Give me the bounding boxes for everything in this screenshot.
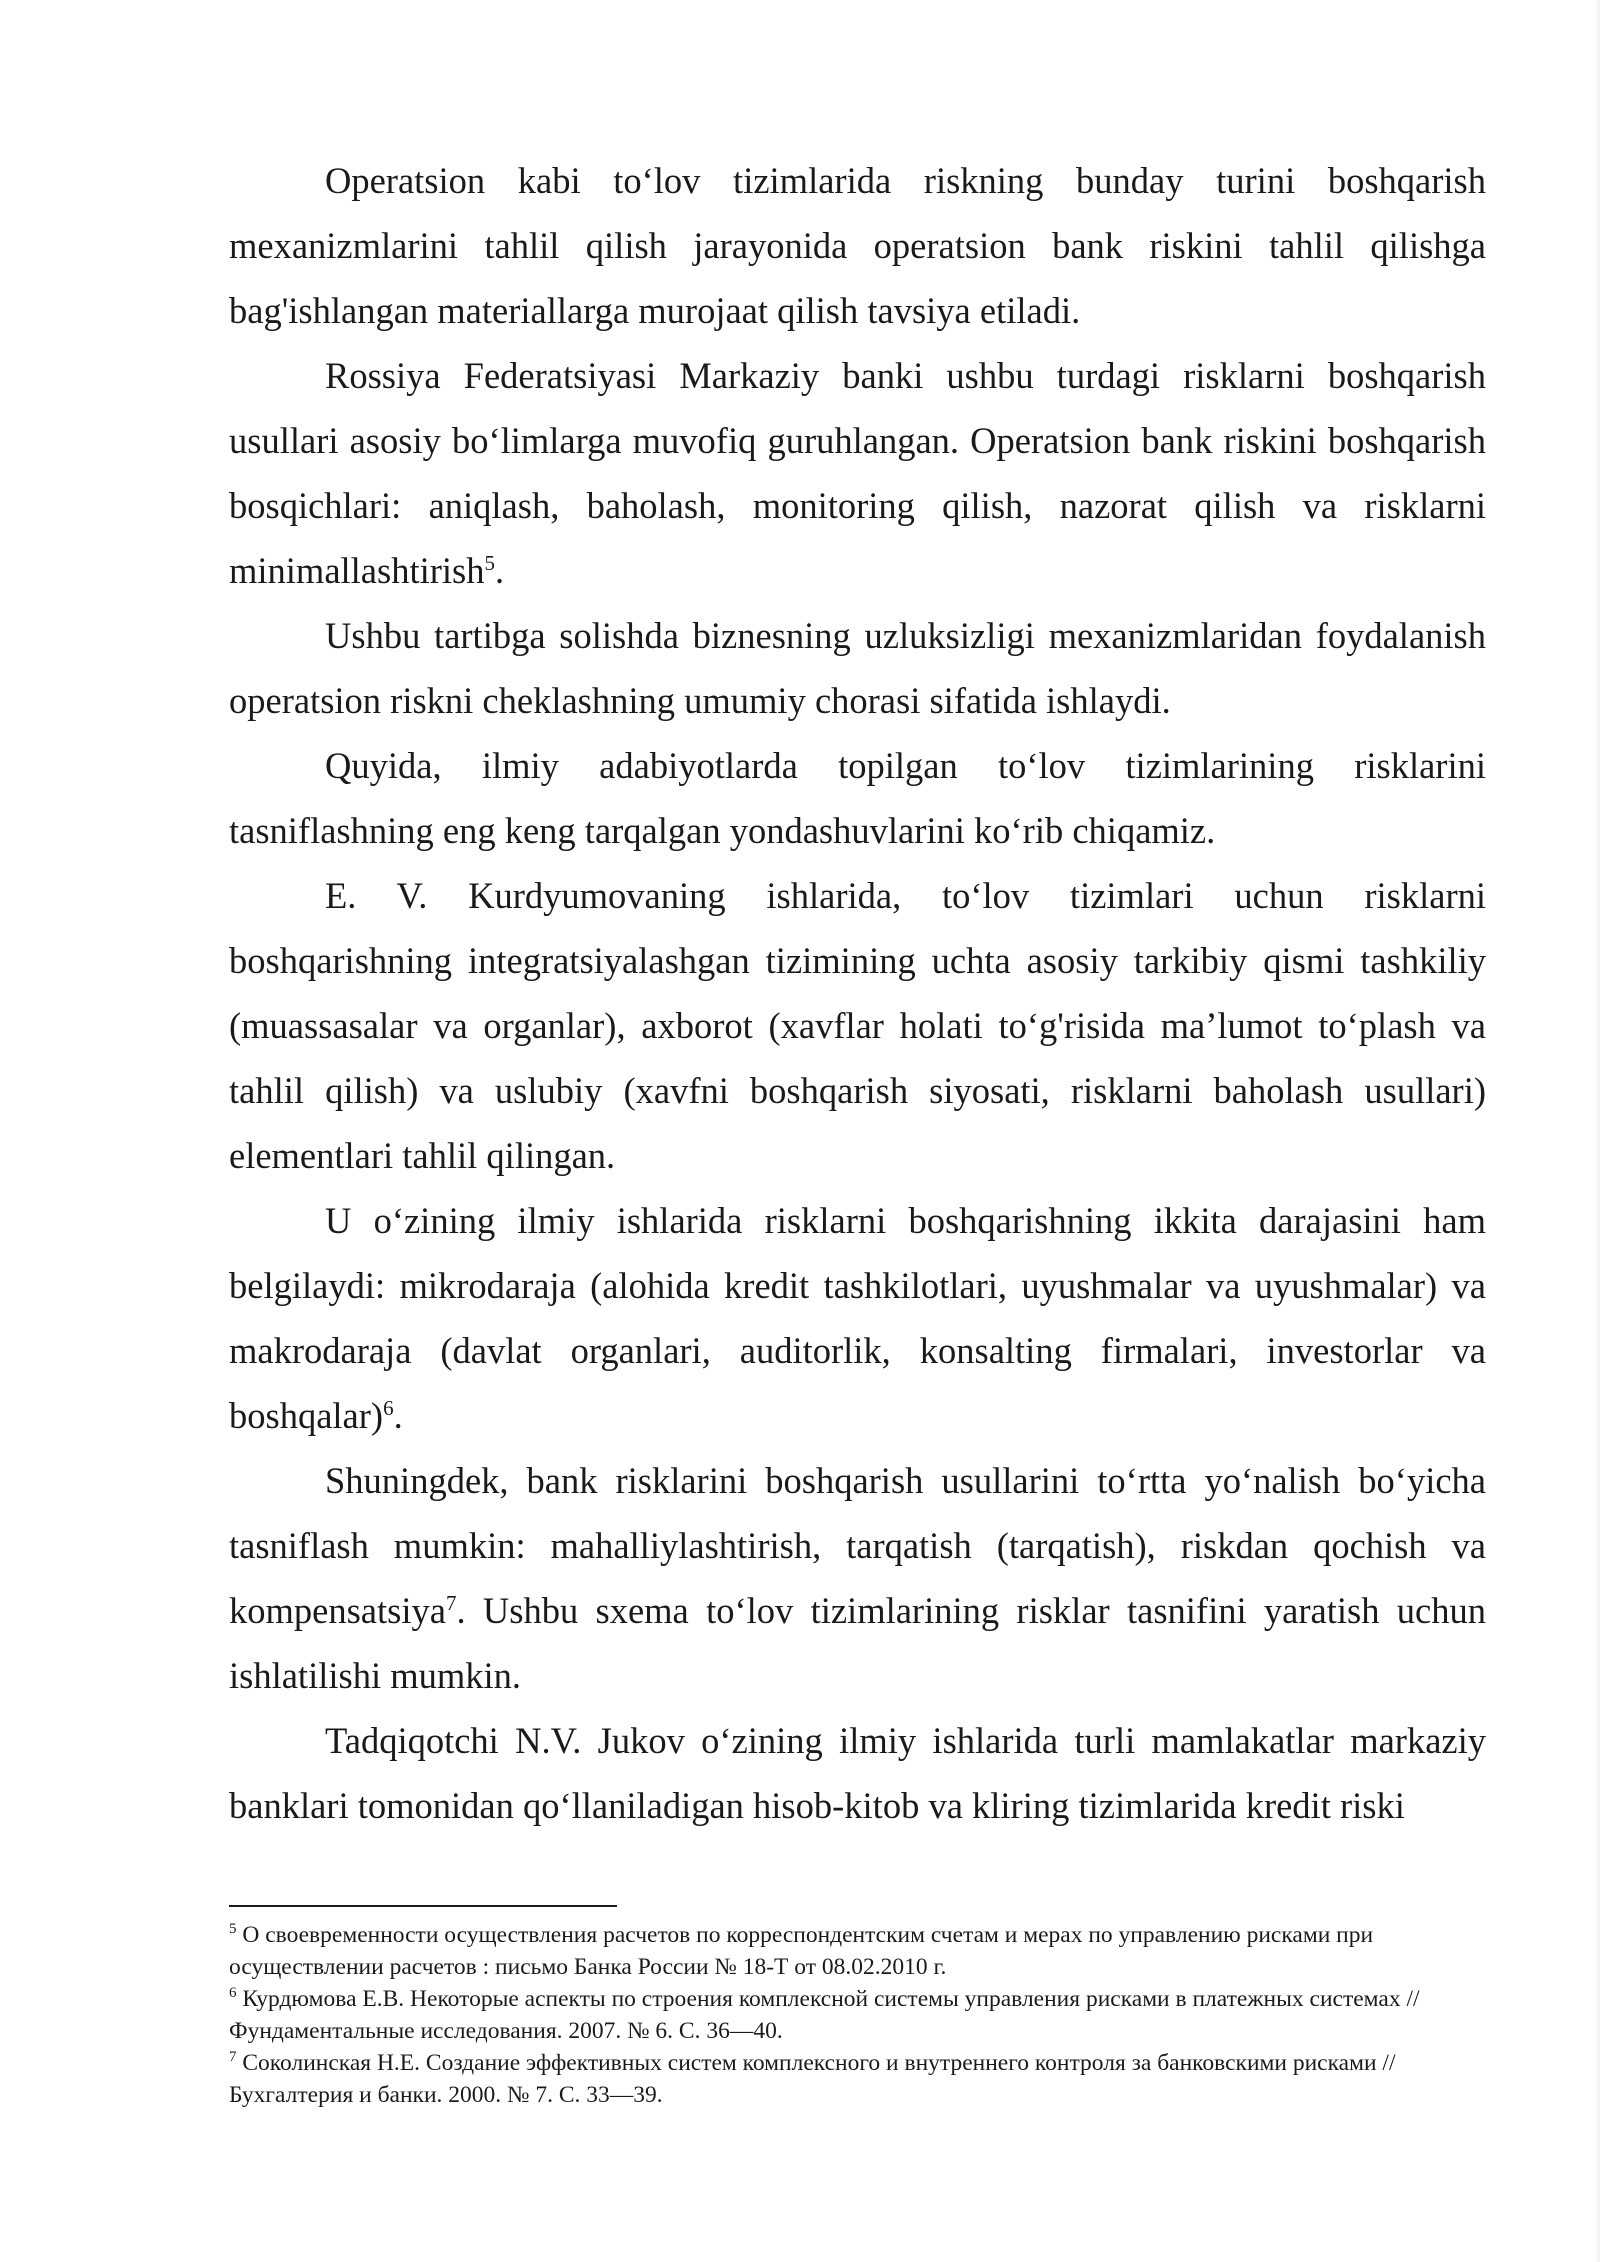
paragraph-3 xyxy=(229,603,1486,733)
footnote-text: Соколинская Н.Е. Создание эффективных систем комплексного и внутреннего контроля за банковскими рисками // Бухгалтерия и банки. 2000. № 7. С. 33—39. xyxy=(229,2050,1396,2108)
paragraph-text: Shuningdek, bank risklarini boshqarish usullarini to‘rtta yo‘nalish bo‘yicha tasniflash mumkin: mahalliylashtirish, tarqatish (tarqatish), riskdan qochish va kompensatsiya xyxy=(229,1460,1486,1631)
paragraph-2 xyxy=(229,343,1486,603)
paragraph-text-tail: . xyxy=(494,550,505,591)
footnote-ref-5[interactable]: 5 xyxy=(484,550,495,575)
footnote-number: 5 xyxy=(229,1921,237,1938)
paragraph-text-tail: . Ushbu sxema to‘lov tizimlarining risklar tasnifini yaratish uchun ishlatilishi mumkin. xyxy=(229,1590,1486,1696)
footnote-text: Курдюмова Е.В. Некоторые аспекты по строения комплексной системы управления рисками в платежных системах // Фундаментальные исследования. 2007. № 6. С. 36—40. xyxy=(229,1986,1420,2044)
footnotes xyxy=(229,1919,1486,2111)
paragraph-6 xyxy=(229,1188,1486,1448)
footnote-separator xyxy=(229,1905,617,1907)
paragraph-5 xyxy=(229,863,1486,1188)
document-body xyxy=(229,148,1486,1838)
footnote-number: 7 xyxy=(229,2049,237,2066)
paragraph-4 xyxy=(229,733,1486,863)
footnote-text: О своевременности осуществления расчетов по корреспондентским счетам и мерах по управлению рисками при осуществлении расчетов : письмо Банка России № 18-Т от 08.02.2010 г. xyxy=(229,1922,1374,1980)
footnote-7 xyxy=(229,2047,1486,2111)
footnote-ref-7[interactable]: 7 xyxy=(445,1590,457,1615)
page-edge xyxy=(1594,0,1600,2262)
paragraph-7 xyxy=(229,1448,1486,1708)
paragraph-text: Ushbu tartibga solishda biznesning uzluksizligi mexanizmlaridan foydalanish operatsion riskni cheklashning umumiy chorasi sifatida ishlaydi. xyxy=(229,615,1486,721)
paragraph-text: Operatsion kabi to‘lov tizimlarida riskning bunday turini boshqarish mexanizmlarini tahlil qilish jarayonida operatsion bank riskini tahlil qilishga bag'ishlangan materiallarga murojaat qilish tavsiya etiladi. xyxy=(229,160,1486,331)
paragraph-text: Rossiya Federatsiyasi Markaziy banki ushbu turdagi risklarni boshqarish usullari asosiy bo‘limlarga muvofiq guruhlangan. Operatsion bank riskini boshqarish bosqichlari: aniqlash, baholash, monitoring qilish, nazorat qilish va risklarni minimallashtirish xyxy=(229,355,1486,591)
footnote-6 xyxy=(229,1983,1486,2047)
footnote-ref-6[interactable]: 6 xyxy=(383,1395,394,1420)
paragraph-text: E. V. Kurdyumovaning ishlarida, to‘lov tizimlari uchun risklarni boshqarishning integratsiyalashgan tizimining uchta asosiy tarkibiy qismi tashkiliy (muassasalar va organlar), axborot (xavflar holati to‘g'risida ma’lumot to‘plash va tahlil qilish) va uslubiy (xavfni boshqarish siyosati, risklarni baholash usullari) elementlari tahlil qilingan. xyxy=(229,875,1486,1176)
paragraph-8 xyxy=(229,1708,1486,1838)
paragraph-1 xyxy=(229,148,1486,343)
paragraph-text-tail: . xyxy=(393,1395,403,1436)
paragraph-text: U o‘zining ilmiy ishlarida risklarni boshqarishning ikkita darajasini ham belgilaydi: mikrodaraja (alohida kredit tashkilotlari, uyushmalar va uyushmalar) va makrodaraja (davlat organlari, auditorlik, konsalting firmalari, investorlar va boshqalar) xyxy=(229,1200,1486,1436)
footnote-5 xyxy=(229,1919,1486,1983)
footnote-number: 6 xyxy=(229,1985,237,2002)
paragraph-text: Tadqiqotchi N.V. Jukov o‘zining ilmiy ishlarida turli mamlakatlar markaziy banklari tomonidan qo‘llaniladigan hisob-kitob va kliring tizimlarida kredit riski xyxy=(229,1720,1486,1826)
paragraph-text: Quyida, ilmiy adabiyotlarda topilgan to‘lov tizimlarining risklarini tasniflashning eng keng tarqalgan yondashuvlarini ko‘rib chiqamiz. xyxy=(229,745,1486,851)
